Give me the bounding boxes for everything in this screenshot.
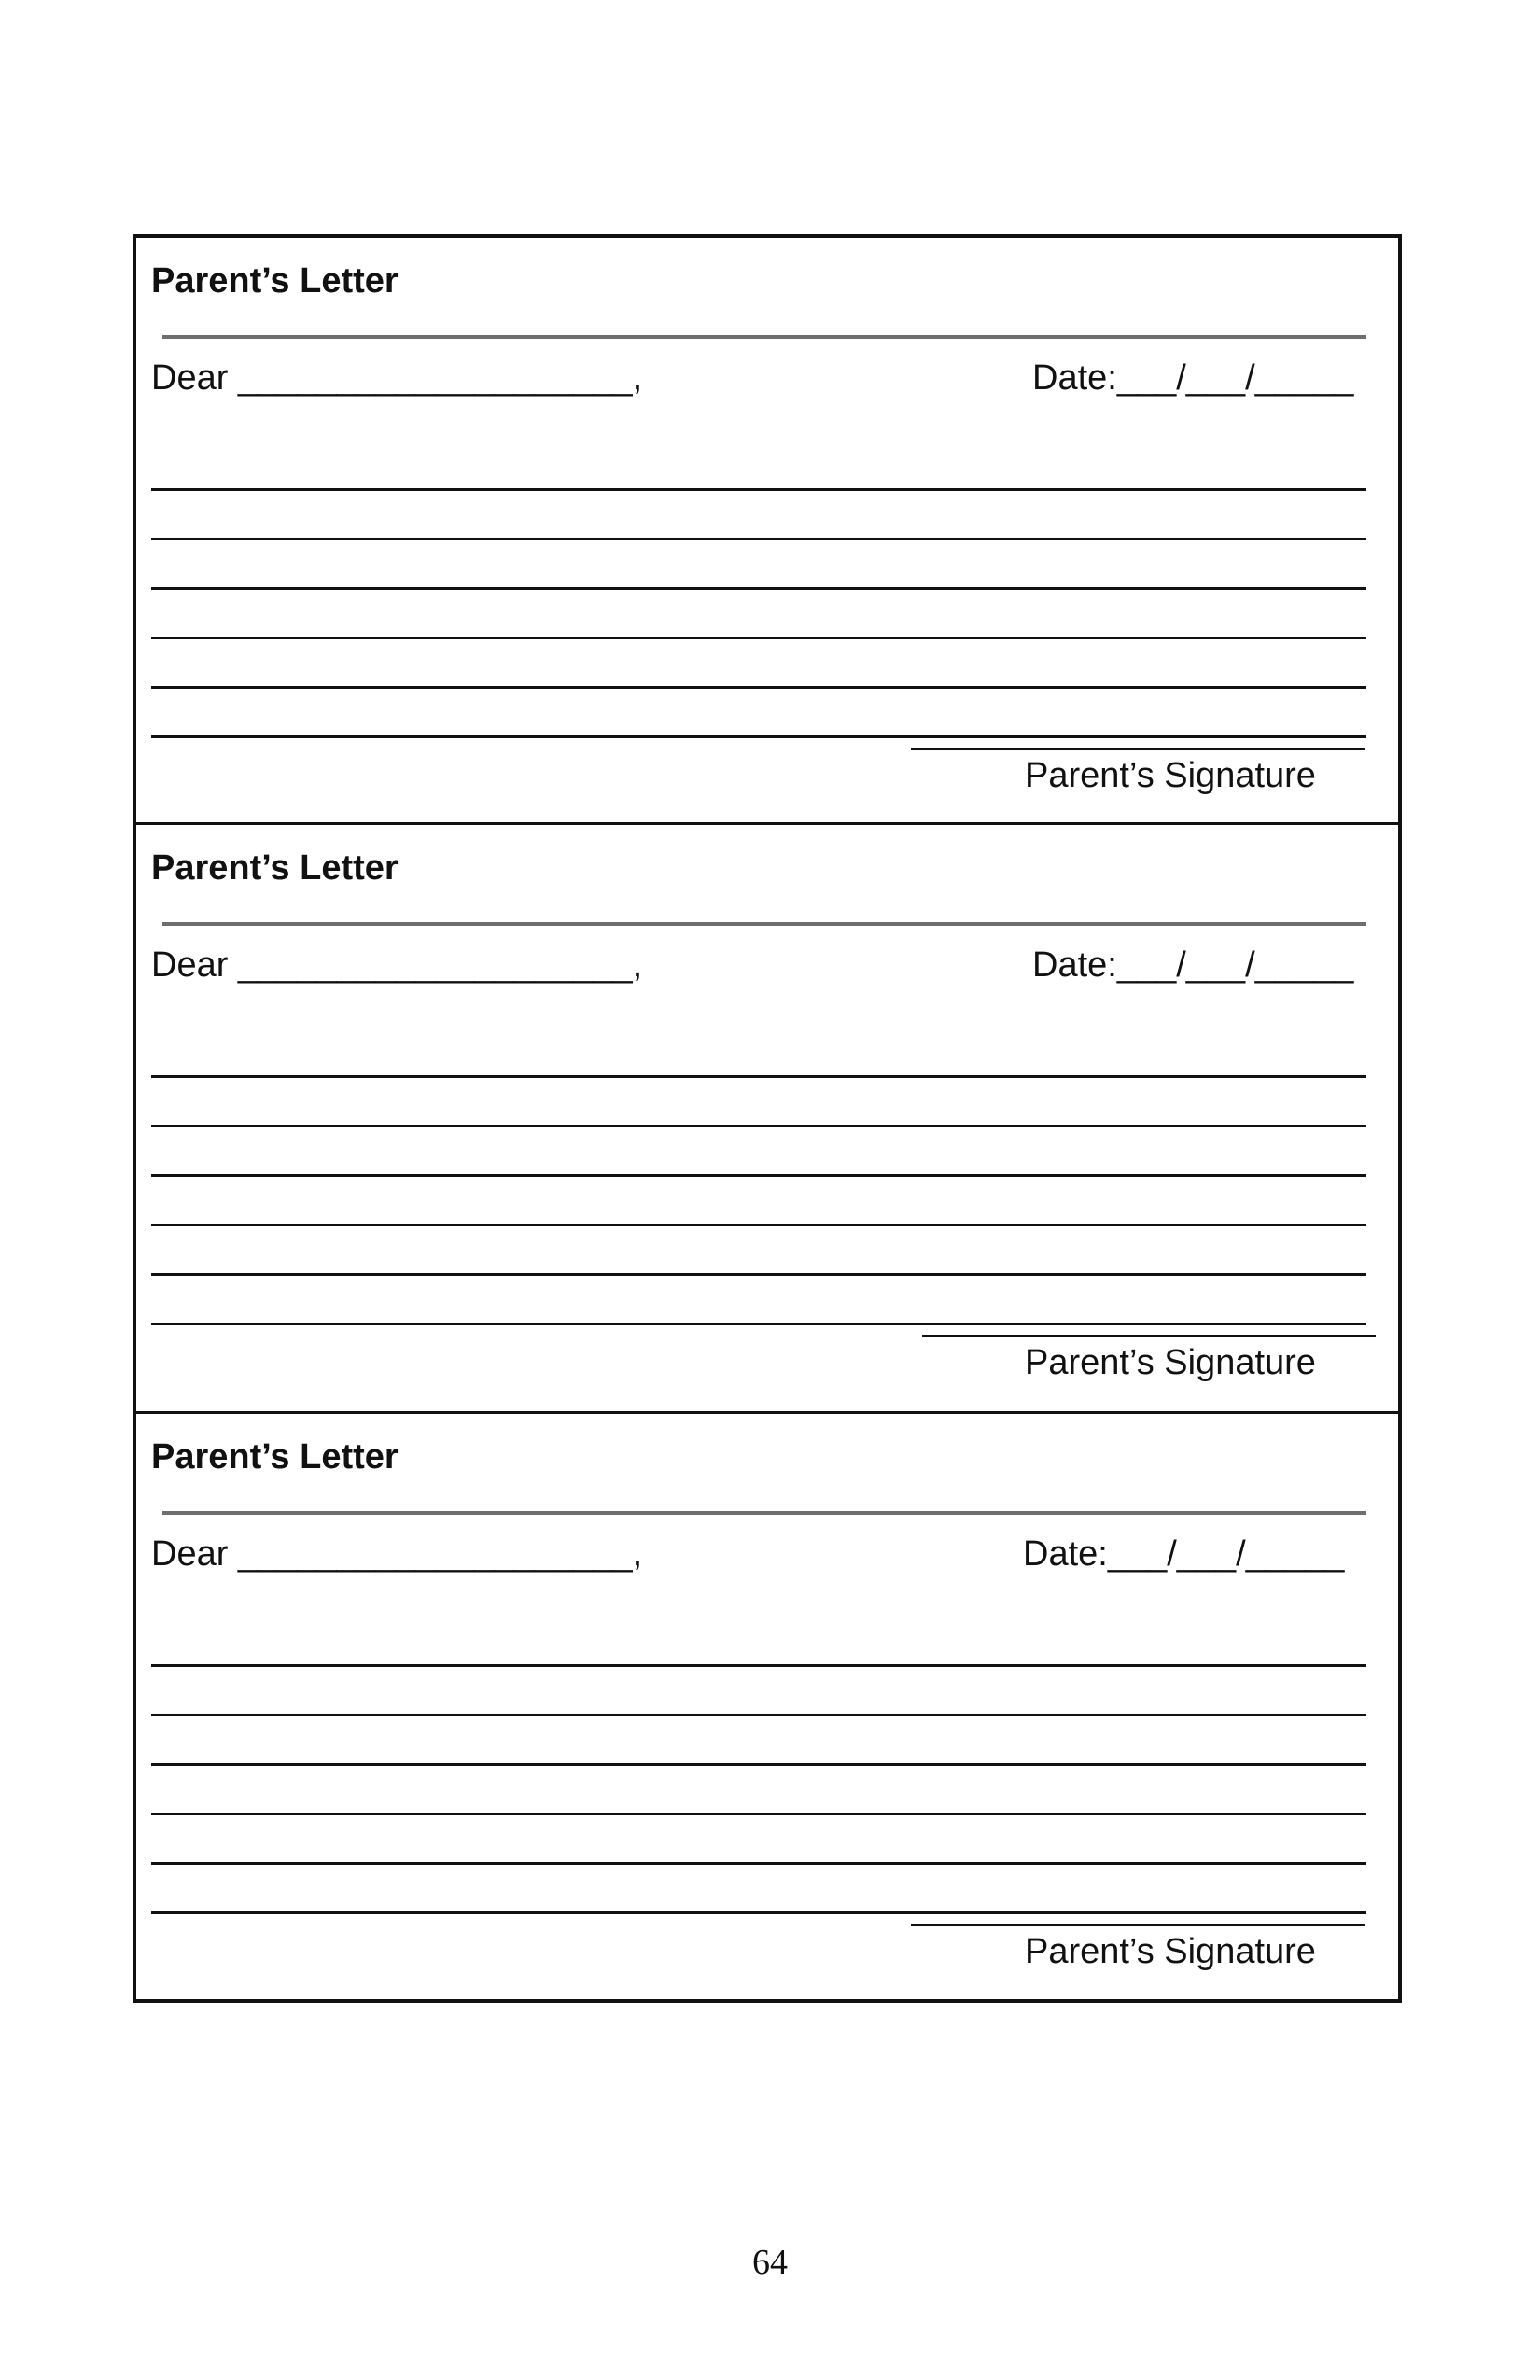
writing-line[interactable] [151, 1865, 1366, 1914]
letter-body-lines [151, 1617, 1366, 1914]
letter-body-lines [151, 441, 1366, 738]
section-title: Parent’s Letter [151, 261, 399, 301]
signature-label: Parent’s Signature [1025, 756, 1316, 795]
writing-line[interactable] [151, 1127, 1366, 1177]
signature-line[interactable] [911, 748, 1365, 750]
greeting-field[interactable]: Dear ____________________, [151, 945, 643, 985]
writing-line[interactable] [151, 1276, 1366, 1325]
writing-line[interactable] [151, 1029, 1366, 1078]
page-number: 64 [752, 2243, 788, 2282]
section-title: Parent’s Letter [151, 1437, 399, 1477]
greeting-field[interactable]: Dear ____________________, [151, 1534, 643, 1574]
title-divider [162, 335, 1366, 339]
title-divider [162, 922, 1366, 926]
letter-section-2 [136, 822, 1398, 1413]
writing-line[interactable] [151, 639, 1366, 689]
writing-line[interactable] [151, 1716, 1366, 1766]
writing-line[interactable] [151, 1177, 1366, 1226]
writing-line[interactable] [151, 590, 1366, 639]
writing-line[interactable] [151, 491, 1366, 540]
writing-line[interactable] [151, 1226, 1366, 1276]
writing-line[interactable] [151, 1815, 1366, 1865]
letter-section-1 [136, 238, 1398, 826]
greeting-field[interactable]: Dear ____________________, [151, 358, 643, 398]
signature-line[interactable] [911, 1924, 1365, 1926]
writing-line[interactable] [151, 689, 1366, 738]
writing-line[interactable] [151, 1766, 1366, 1815]
letter-section-3 [136, 1411, 1398, 2002]
signature-label: Parent’s Signature [1025, 1343, 1316, 1382]
date-field[interactable]: Date:___/___/_____ [1032, 945, 1354, 985]
parent-letter-form [133, 234, 1402, 2003]
letter-body-lines [151, 1029, 1366, 1325]
writing-line[interactable] [151, 540, 1366, 590]
signature-label: Parent’s Signature [1025, 1932, 1316, 1971]
title-divider [162, 1511, 1366, 1515]
signature-line[interactable] [922, 1335, 1376, 1337]
date-field[interactable]: Date:___/___/_____ [1032, 358, 1354, 398]
date-field[interactable]: Date:___/___/_____ [1023, 1534, 1345, 1574]
section-title: Parent’s Letter [151, 848, 399, 888]
writing-line[interactable] [151, 1667, 1366, 1716]
writing-line[interactable] [151, 441, 1366, 491]
writing-line[interactable] [151, 1617, 1366, 1667]
writing-line[interactable] [151, 1078, 1366, 1127]
